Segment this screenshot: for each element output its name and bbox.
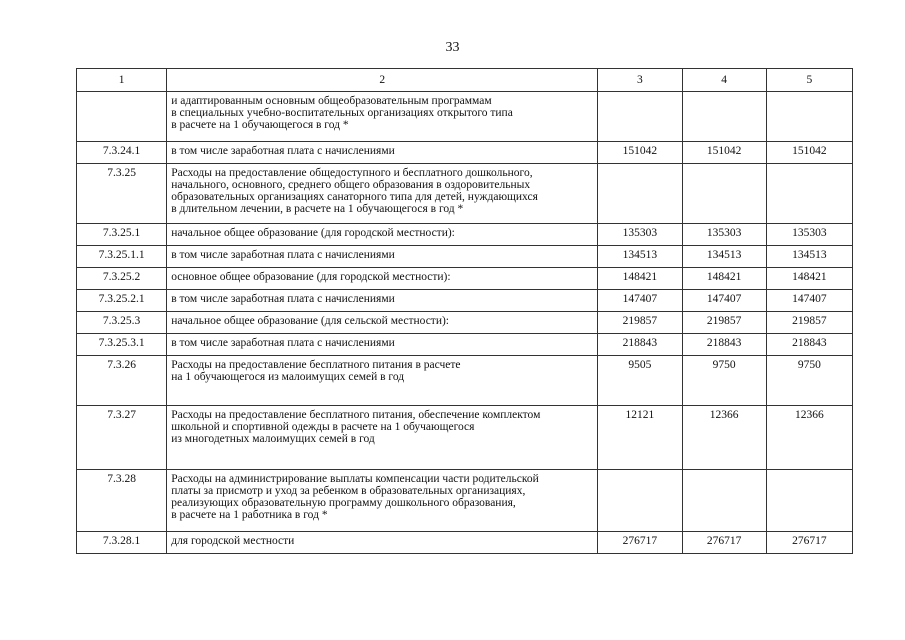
value-cell-v4: 218843 (682, 334, 766, 356)
row-code: 7.3.25.3.1 (77, 334, 167, 356)
header-cell: 1 (77, 69, 167, 92)
row-description (167, 290, 598, 312)
value-cell-v5: 276717 (766, 532, 852, 554)
value-cell-v5: 218843 (766, 334, 852, 356)
row-description (167, 312, 598, 334)
row-description (167, 356, 598, 406)
description-line: из многодетных малоимущих семей в год (171, 433, 375, 445)
table-row (77, 246, 853, 268)
value-cell-v4 (682, 92, 766, 142)
value-cell-v4: 276717 (682, 532, 766, 554)
value-cell-v5: 219857 (766, 312, 852, 334)
row-code: 7.3.25 (77, 164, 167, 224)
row-description (167, 268, 598, 290)
row-code: 7.3.25.1 (77, 224, 167, 246)
row-description (167, 92, 598, 142)
description-line: и адаптированным основным общеобразовательным программам (171, 95, 492, 107)
table-row (77, 356, 853, 406)
value-cell-v5 (766, 470, 852, 532)
table-row (77, 532, 853, 554)
description-line: в том числе заработная плата с начислениями (171, 145, 395, 157)
value-cell-v3 (598, 470, 682, 532)
row-description (167, 406, 598, 470)
row-description (167, 142, 598, 164)
value-cell-v3: 151042 (598, 142, 682, 164)
value-cell-v3: 134513 (598, 246, 682, 268)
value-cell-v3: 12121 (598, 406, 682, 470)
value-cell-v4: 147407 (682, 290, 766, 312)
description-line: в длительном лечении, в расчете на 1 обучающегося в год * (171, 203, 464, 215)
value-cell-v3: 219857 (598, 312, 682, 334)
row-code: 7.3.26 (77, 356, 167, 406)
table-row (77, 290, 853, 312)
value-cell-v4: 135303 (682, 224, 766, 246)
row-description (167, 224, 598, 246)
description-line: в том числе заработная плата с начислениями (171, 249, 395, 261)
description-line: основное общее образование (для городской местности): (171, 271, 451, 283)
row-code: 7.3.27 (77, 406, 167, 470)
description-line: в том числе заработная плата с начислениями (171, 337, 395, 349)
row-description (167, 470, 598, 532)
value-cell-v5: 12366 (766, 406, 852, 470)
page-number: 33 (445, 40, 460, 55)
value-cell-v4: 151042 (682, 142, 766, 164)
row-description (167, 246, 598, 268)
value-cell-v5: 9750 (766, 356, 852, 406)
row-code: 7.3.25.1.1 (77, 246, 167, 268)
table-row (77, 92, 853, 142)
header-cell: 4 (682, 69, 766, 92)
description-line: платы за присмотр и уход за ребенком в образовательных организациях, (171, 485, 526, 497)
table-row (77, 164, 853, 224)
value-cell-v5: 148421 (766, 268, 852, 290)
budget-table (76, 68, 853, 554)
value-cell-v3 (598, 92, 682, 142)
row-code: 7.3.28.1 (77, 532, 167, 554)
row-code: 7.3.25.2 (77, 268, 167, 290)
table-row (77, 142, 853, 164)
row-code: 7.3.25.3 (77, 312, 167, 334)
row-code: 7.3.25.2.1 (77, 290, 167, 312)
value-cell-v5 (766, 164, 852, 224)
value-cell-v4: 148421 (682, 268, 766, 290)
value-cell-v4: 12366 (682, 406, 766, 470)
table-row (77, 224, 853, 246)
row-code: 7.3.24.1 (77, 142, 167, 164)
header-cell: 3 (598, 69, 682, 92)
table-row (77, 334, 853, 356)
value-cell-v4 (682, 470, 766, 532)
table-header-row (77, 69, 853, 92)
description-line: Расходы на предоставление бесплатного питания, обеспечение комплектом (171, 409, 541, 421)
description-line: на 1 обучающегося из малоимущих семей в год (171, 371, 405, 383)
table-row (77, 470, 853, 532)
description-line: в том числе заработная плата с начислениями (171, 293, 395, 305)
value-cell-v5: 135303 (766, 224, 852, 246)
value-cell-v3: 218843 (598, 334, 682, 356)
value-cell-v3: 276717 (598, 532, 682, 554)
value-cell-v3: 9505 (598, 356, 682, 406)
value-cell-v3: 147407 (598, 290, 682, 312)
description-line: реализующих образовательную программу дошкольного образования, (171, 497, 516, 509)
value-cell-v5: 151042 (766, 142, 852, 164)
description-line: начальное общее образование (для сельской местности): (171, 315, 450, 327)
description-line: Расходы на администрирование выплаты компенсации части родительской (171, 473, 539, 485)
description-line: в расчете на 1 обучающегося в год * (171, 119, 349, 131)
row-code: 7.3.28 (77, 470, 167, 532)
header-cell: 5 (766, 69, 852, 92)
table-row (77, 406, 853, 470)
table-row (77, 312, 853, 334)
table-row (77, 268, 853, 290)
value-cell-v5 (766, 92, 852, 142)
value-cell-v4: 219857 (682, 312, 766, 334)
description-line: Расходы на предоставление бесплатного питания в расчете (171, 359, 461, 371)
header-cell: 2 (167, 69, 598, 92)
row-description (167, 334, 598, 356)
row-description (167, 532, 598, 554)
description-line: Расходы на предоставление общедоступного и бесплатного дошкольного, (171, 167, 533, 179)
row-code (77, 92, 167, 142)
value-cell-v5: 147407 (766, 290, 852, 312)
value-cell-v3: 148421 (598, 268, 682, 290)
value-cell-v3 (598, 164, 682, 224)
value-cell-v4 (682, 164, 766, 224)
description-line: школьной и спортивной одежды в расчете на 1 обучающегося (171, 421, 475, 433)
description-line: в расчете на 1 работника в год * (171, 509, 328, 521)
value-cell-v3: 135303 (598, 224, 682, 246)
description-line: начального, основного, среднего общего образования в оздоровительных (171, 179, 531, 191)
value-cell-v4: 9750 (682, 356, 766, 406)
value-cell-v5: 134513 (766, 246, 852, 268)
value-cell-v4: 134513 (682, 246, 766, 268)
description-line: начальное общее образование (для городской местности): (171, 227, 455, 239)
row-description (167, 164, 598, 224)
description-line: для городской местности (171, 535, 295, 547)
description-line: образовательных организациях санаторного типа для детей, нуждающихся (171, 191, 538, 203)
description-line: в специальных учебно-воспитательных организациях открытого типа (171, 107, 513, 119)
